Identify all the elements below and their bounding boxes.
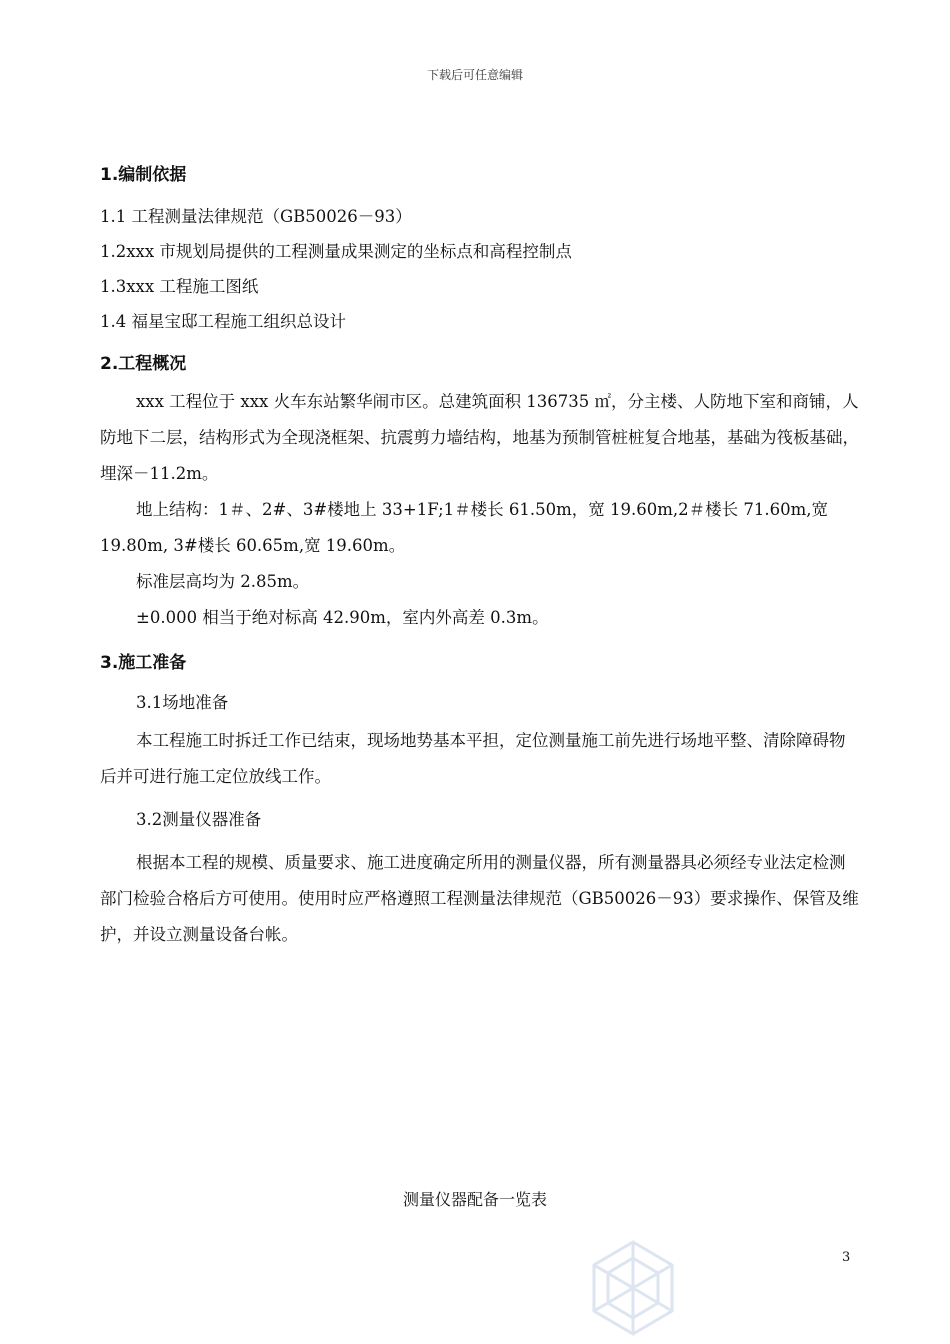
header-note: 下载后可任意编辑 [426,68,523,82]
list-item: 1.1 工程测量法律规范（GB50026－93） [100,207,412,226]
section-1-title: 1.编制依据 [100,165,187,185]
elevation-paragraph: ±0.000 相当于绝对标高 42.90m，室内外高差 0.3m。 [136,608,549,627]
watermark-logo-icon [588,1238,678,1342]
structure-paragraph: 地上结构：1＃、2#、3#楼地上 33+1F;1＃楼长 61.50m，宽 19.60m,2＃楼长 71.60m,宽 19.80m, 3#楼长 60.65m,宽 19.60m。 [100,500,828,555]
page-number: 3 [842,1250,851,1265]
section-2-title: 2.工程概况 [100,354,187,374]
list-item: 1.2xxx 市规划局提供的工程测量成果测定的坐标点和高程控制点 [100,242,572,261]
list-item: 1.3xxx 工程施工图纸 [100,277,259,296]
site-prep-paragraph: 本工程施工时拆迁工作已结束，现场地势基本平担，定位测量施工前先进行场地平整、清除障碍物后并可进行施工定位放线工作。 [100,731,846,786]
table-title: 测量仪器配备一览表 [402,1190,547,1209]
floor-height-paragraph: 标准层高均为 2.85m。 [136,572,310,591]
overview-paragraph: xxx 工程位于 xxx 火车东站繁华闹市区。总建筑面积 136735 ㎡，分主楼、人防地下室和商铺，人防地下二层，结构形式为全现浇框架、抗震剪力墙结构，地基为预制管桩桩复合地基，基础为筏板基础，埋深－11.2m。 [100,392,859,483]
document-body [100,160,860,953]
subsection-3-1-title: 3.1场地准备 [136,693,229,712]
subsection-3-2-title: 3.2测量仪器准备 [136,810,262,829]
instrument-prep-paragraph: 根据本工程的规模、质量要求、施工进度确定所用的测量仪器，所有测量器具必须经专业法定检测部门检验合格后方可使用。使用时应严格遵照工程测量法律规范（GB50026－93）要求操作、保管及维护，并设立测量设备台帐。 [100,853,859,944]
list-item: 1.4 福星宝邸工程施工组织总设计 [100,312,346,331]
section-3-title: 3.施工准备 [100,653,187,673]
